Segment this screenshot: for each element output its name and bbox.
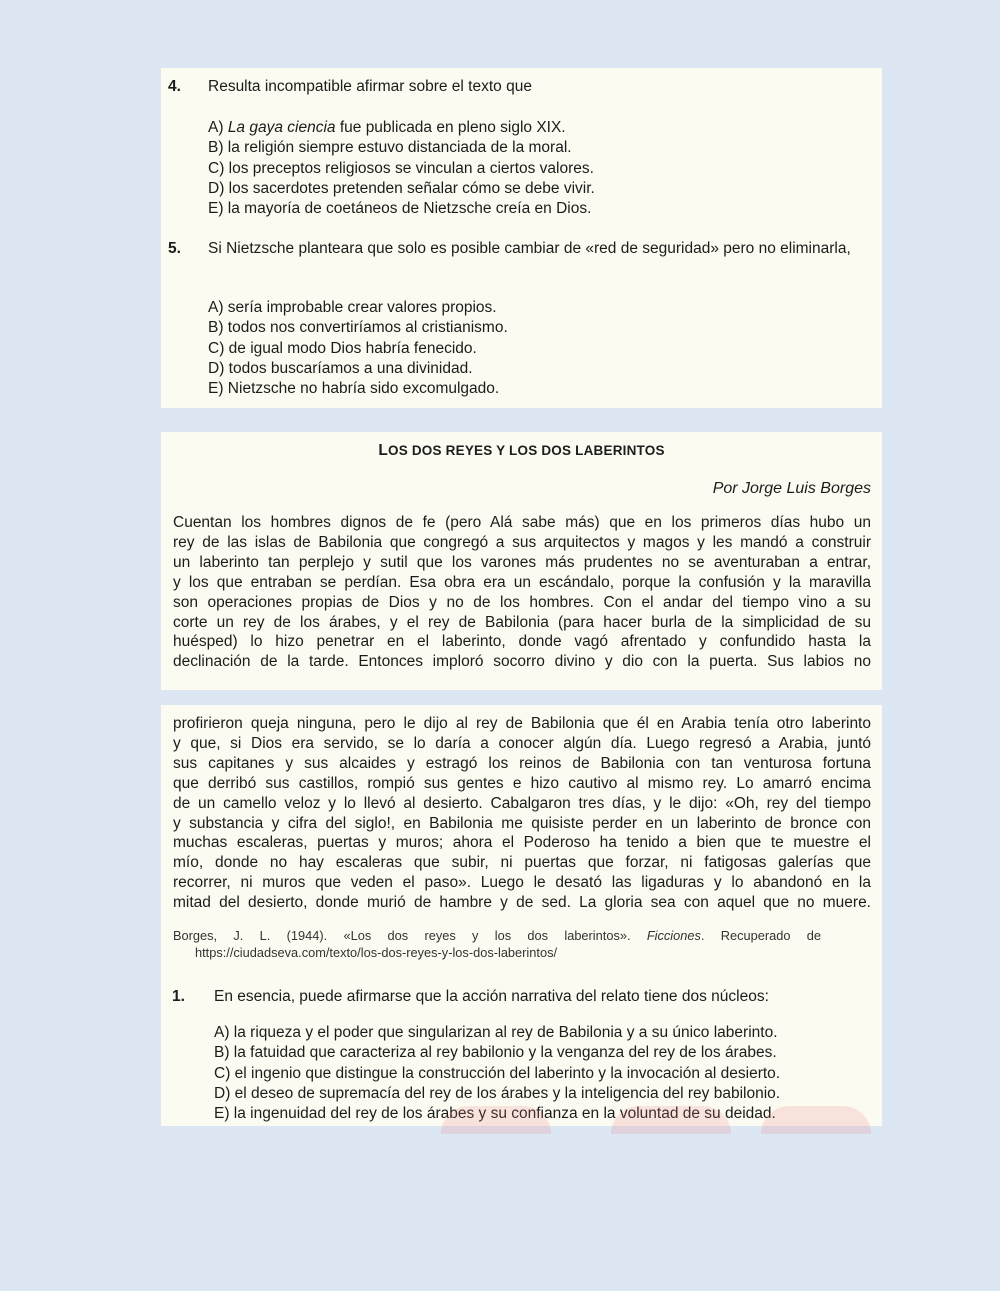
option-1c: C) el ingenio que distingue la construcción del laberinto y la invocación al desierto. [214,1064,781,1082]
paragraph-line: corte un rey de los árabes, y el rey de Babilonia (para hacer burla de la simplicidad de su [173,613,871,631]
question-5-options [208,298,508,399]
paragraph-line: profirieron queja ninguna, pero le dijo al rey de Babilonia que él en Arabia tenía otro laberinto [173,715,871,732]
paragraph-line: son operaciones propias de Dios y no de los hombres. Con el andar del tiempo vino a su [173,593,871,611]
paragraph-line: un laberinto tan perplejo y sutil que los varones más prudentes no se aventuraban a entrar, [173,553,871,571]
watermark-shape [441,1106,551,1134]
story-paragraph-1 [173,513,871,672]
option-5a: A) sería improbable crear valores propios. [208,299,497,316]
question-1-number: 1. [172,988,185,1005]
option-5d: D) todos buscaríamos a una divinidad. [208,359,473,377]
paragraph-line: declinación de la tarde. Entonces imploró socorro divino y dio con la puerta. Sus labios no [173,653,871,671]
citation [173,927,821,961]
paragraph-line: que derribó sus castillos, rompió sus gentes e hizo cautivo al mismo rey. Lo amarró encima [173,774,871,792]
paragraph-line: y substancia y cifra del siglo!, en Babilonia me quisiste perder en un laberinto de bronce con [173,814,871,832]
option-4b: B) la religión siempre estuvo distanciada de la moral. [208,139,572,157]
option-5b: B) todos nos convertiríamos al cristianismo. [208,319,508,337]
paragraph-line: rey de las islas de Babilonia que congregó a sus arquitectos y magos y les mandó a construir [173,533,871,551]
paragraph-line: y los que entraban se perdían. Esa obra era un escándalo, porque la confusión y la maravilla [173,573,871,591]
story-author: Por Jorge Luis Borges [712,480,871,497]
question-5 [168,239,870,279]
paragraph-line: y que, si Dios era servido, se lo daría a conocer algún día. Luego regresó a Arabia, juntó [173,734,871,752]
story-panel-top [161,432,882,690]
paragraph-line: de un camello veloz y lo llevó al desierto. Cabalgaron tres días, y le dijo: «Oh, rey del tiempo [173,794,871,812]
paragraph-line: muchas escaleras, puertas y muros; ahora el Poderoso ha tenido a bien que te muestre el [173,834,871,852]
option-5c: C) de igual modo Dios habría fenecido. [208,339,477,357]
option-1e: E) la ingenuidad del rey de los árabes y su confianza en la voluntad de su deidad. [214,1105,776,1123]
paragraph-line: mío, donde no hay escaleras que subir, ni puertas que forzar, ni fatigosas galerías que [173,854,871,872]
watermark-shape [611,1106,731,1134]
question-4-options [208,118,595,219]
question-5-stem: Si Nietzsche planteara que solo es posible cambiar de «red de seguridad» pero no eliminarla, [208,240,851,257]
option-4a: A) La gaya ciencia fue publicada en pleno siglo XIX. [208,119,566,136]
option-4e: E) la mayoría de coetáneos de Nietzsche creía en Dios. [208,200,592,218]
option-1d: D) el deseo de supremacía del rey de los árabes y la inteligencia del rey babilonio. [214,1084,781,1102]
questions-panel-top [161,68,882,408]
story-title: LOS DOS REYES Y LOS DOS LABERINTOS [378,442,665,459]
paragraph-line: recorrer, ni muros que veden el paso». Luego le desató las ligaduras y lo abandonó en la [173,874,871,892]
paragraph-line: sus capitanes y sus alcaides y estragó los reinos de Babilonia con tan venturosa fortuna [173,754,871,772]
paragraph-line: huésped) lo hizo penetrar en el laberinto, donde vagó afrentado y confundido hasta la [173,633,871,651]
paragraph-line: mitad del desierto, donde murió de hambre y de sed. La gloria sea con aquel que no muere. [173,894,871,912]
option-1b: B) la fatuidad que caracteriza al rey babilonio y la venganza del rey de los árabes. [214,1044,777,1062]
paragraph-line: Cuentan los hombres dignos de fe (pero Alá sabe más) que en los primeros días hubo un [173,514,871,531]
option-4d: D) los sacerdotes pretenden señalar cómo se debe vivir. [208,179,595,197]
citation-line: Borges, J. L. (1944). «Los dos reyes y los dos laberintos». Ficciones. Recuperado de [173,928,822,943]
question-5-number: 5. [168,240,181,257]
question-4-number: 4. [168,78,181,95]
story-panel-bottom [161,705,882,1126]
option-5e: E) Nietzsche no habría sido excomulgado. [208,380,500,398]
option-4c: C) los preceptos religiosos se vinculan a ciertos valores. [208,159,594,177]
story-paragraph-2 [173,714,871,913]
citation-url: https://ciudadseva.com/texto/los-dos-reyes-y-los-dos-laberintos/ [195,945,558,960]
option-1a: A) la riqueza y el poder que singularizan al rey de Babilonia y a su único laberinto. [214,1024,778,1041]
watermark-shape [761,1106,871,1134]
question-4-stem: Resulta incompatible afirmar sobre el texto que [208,78,532,95]
question-1-stem: En esencia, puede afirmarse que la acción narrativa del relato tiene dos núcleos: [214,988,769,1005]
